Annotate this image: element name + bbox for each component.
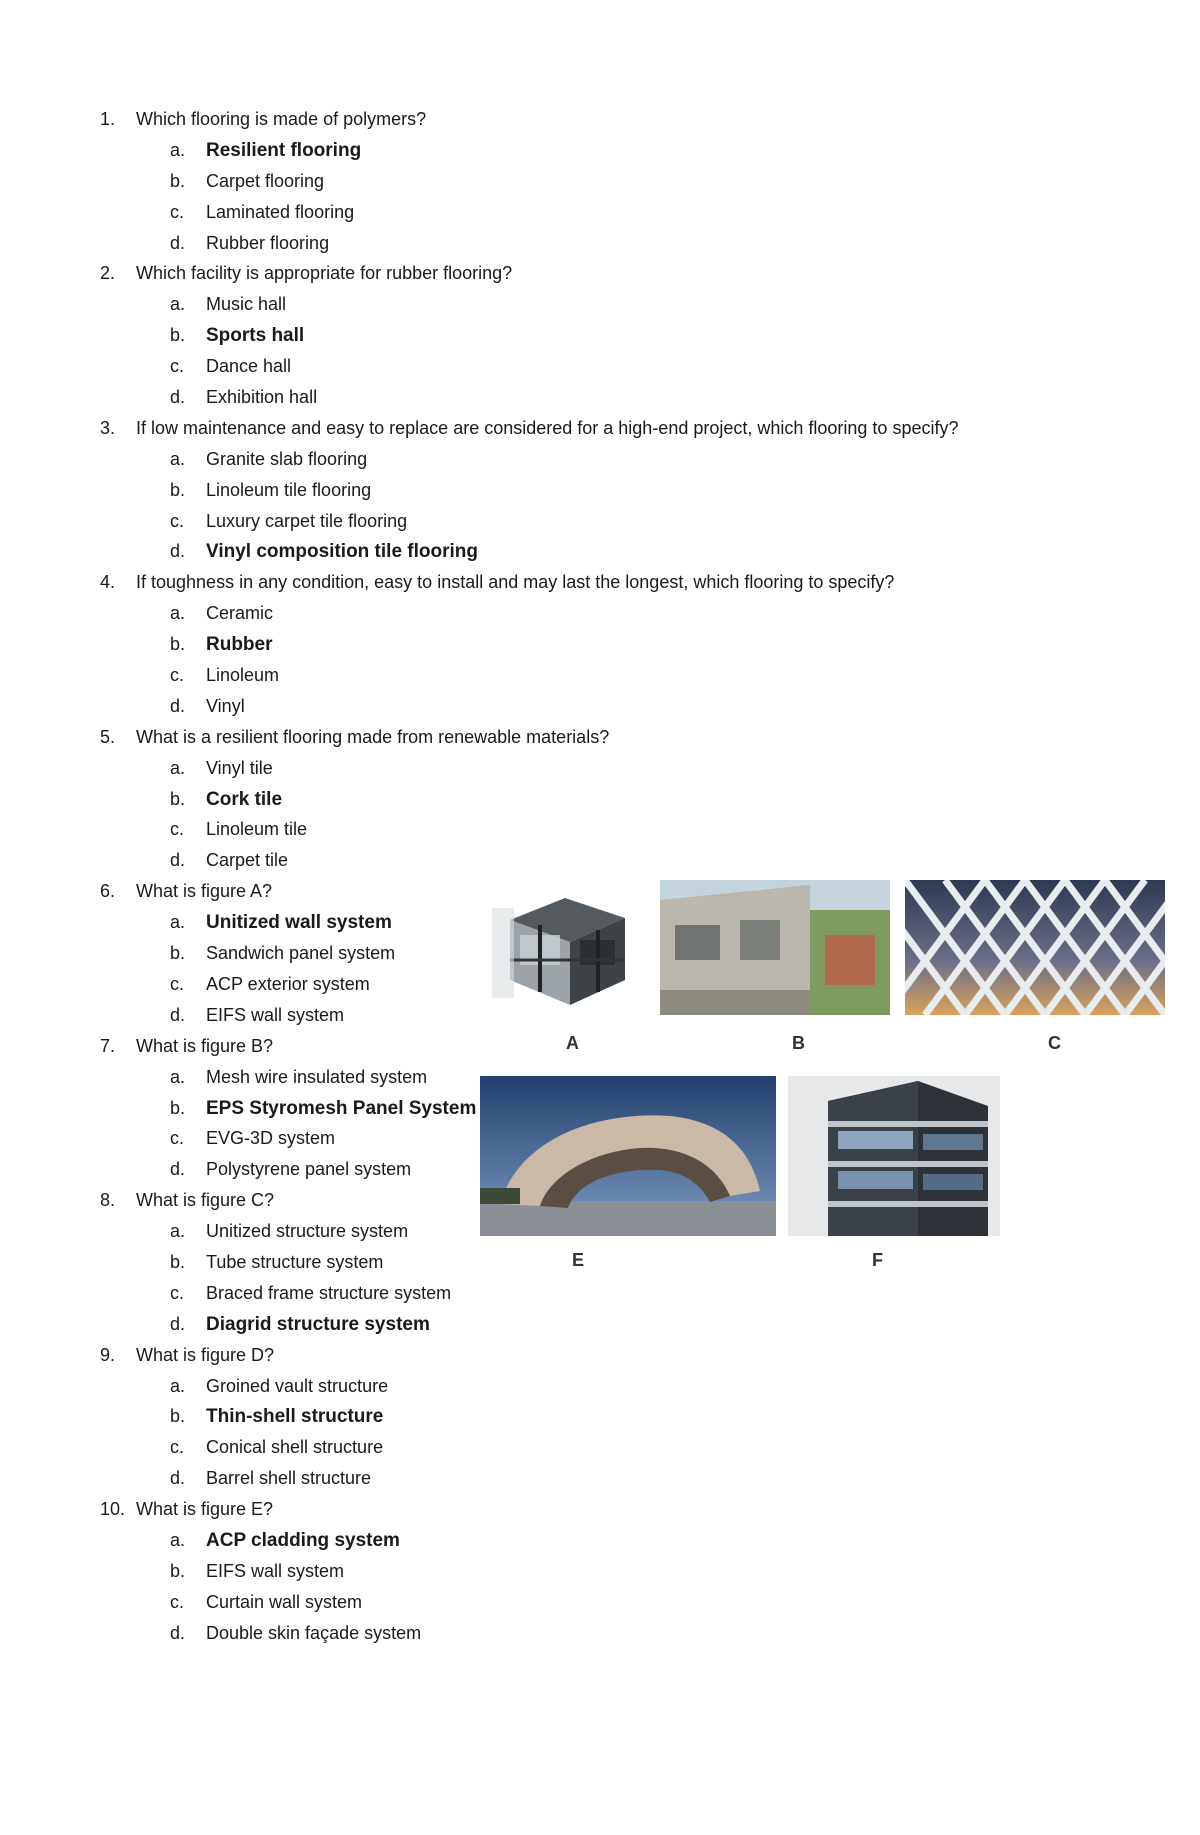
option-letter: d. bbox=[170, 1622, 186, 1643]
option-letter: d. bbox=[170, 695, 186, 716]
option-letter: c. bbox=[170, 665, 185, 686]
option-text: EIFS wall system bbox=[206, 1004, 345, 1025]
question-number: 2. bbox=[100, 263, 116, 284]
option-letter: a. bbox=[170, 294, 186, 315]
question-text: What is figure B? bbox=[136, 1035, 274, 1056]
option-letter: b. bbox=[170, 1406, 186, 1427]
option-letter: b. bbox=[170, 943, 186, 964]
option-letter: a. bbox=[170, 1375, 186, 1396]
question-number: 3. bbox=[100, 417, 116, 438]
question-number: 4. bbox=[100, 572, 116, 593]
option-text: Linoleum tile bbox=[206, 819, 308, 840]
answer-option bbox=[100, 1247, 480, 1278]
answer-option-correct bbox=[100, 784, 480, 815]
answer-option bbox=[100, 228, 480, 259]
option-letter: b. bbox=[170, 634, 186, 655]
question-number: 5. bbox=[100, 726, 116, 747]
option-text: EVG-3D system bbox=[206, 1128, 336, 1149]
option-letter: c. bbox=[170, 1437, 185, 1458]
option-text: Cork tile bbox=[206, 788, 283, 810]
question-text: What is figure C? bbox=[136, 1190, 275, 1211]
option-letter: d. bbox=[170, 1313, 186, 1334]
question-text: If toughness in any condition, easy to install and may last the longest, which flooring to specify? bbox=[136, 572, 895, 593]
option-letter: c. bbox=[170, 973, 185, 994]
option-letter: a. bbox=[170, 757, 186, 778]
option-letter: c. bbox=[170, 819, 185, 840]
answer-option-correct bbox=[100, 536, 480, 567]
option-text: EPS Styromesh Panel System bbox=[206, 1097, 477, 1119]
question-number: 10. bbox=[100, 1499, 126, 1520]
option-letter: d. bbox=[170, 1004, 186, 1025]
answer-option-correct bbox=[100, 1401, 480, 1432]
option-text: Thin-shell structure bbox=[206, 1406, 384, 1428]
figure-e-image bbox=[480, 1076, 776, 1236]
answer-option-correct bbox=[100, 1309, 480, 1340]
option-letter: c. bbox=[170, 510, 185, 531]
question-text: What is figure D? bbox=[136, 1344, 275, 1365]
option-text: Double skin façade system bbox=[206, 1622, 422, 1643]
question-number: 6. bbox=[100, 881, 116, 902]
option-letter: b. bbox=[170, 1251, 186, 1272]
figure-b-label: B bbox=[792, 1033, 805, 1053]
answer-option bbox=[100, 1123, 480, 1154]
option-text: Rubber flooring bbox=[206, 232, 330, 253]
figures-panel bbox=[480, 880, 1170, 1280]
option-letter: a. bbox=[170, 448, 186, 469]
answer-option-correct bbox=[100, 320, 480, 351]
option-letter: b. bbox=[170, 788, 186, 809]
option-letter: a. bbox=[170, 139, 186, 160]
option-text: Linoleum bbox=[206, 665, 280, 686]
question-1 bbox=[100, 104, 480, 135]
figure-b-image bbox=[660, 880, 890, 1015]
question-4 bbox=[100, 567, 895, 598]
option-text: Curtain wall system bbox=[206, 1591, 363, 1612]
option-text: ACP cladding system bbox=[206, 1529, 400, 1551]
answer-option bbox=[100, 1556, 480, 1587]
option-text: Unitized wall system bbox=[206, 912, 392, 934]
answer-option bbox=[100, 1000, 480, 1031]
question-number: 9. bbox=[100, 1344, 116, 1365]
option-text: Vinyl tile bbox=[206, 757, 273, 778]
option-text: Sandwich panel system bbox=[206, 943, 396, 964]
question-text: Which facility is appropriate for rubber flooring? bbox=[136, 263, 513, 284]
option-text: Tube structure system bbox=[206, 1251, 384, 1272]
option-text: Granite slab flooring bbox=[206, 448, 368, 469]
option-letter: d. bbox=[170, 541, 186, 562]
option-letter: d. bbox=[170, 387, 186, 408]
answer-option-correct bbox=[100, 1093, 480, 1124]
question-number: 7. bbox=[100, 1035, 116, 1056]
figure-f-image bbox=[788, 1076, 1000, 1236]
answer-option bbox=[100, 1216, 480, 1247]
option-letter: a. bbox=[170, 1066, 186, 1087]
answer-option bbox=[100, 1463, 480, 1494]
quiz-list bbox=[100, 104, 959, 1649]
question-6 bbox=[100, 876, 480, 907]
answer-option-correct bbox=[100, 135, 480, 166]
question-10 bbox=[100, 1494, 480, 1525]
answer-option-correct bbox=[100, 907, 480, 938]
answer-option bbox=[100, 444, 480, 475]
option-letter: a. bbox=[170, 1529, 186, 1550]
answer-option bbox=[100, 1587, 480, 1618]
answer-option bbox=[100, 506, 480, 537]
question-number: 1. bbox=[100, 109, 116, 129]
option-letter: d. bbox=[170, 232, 186, 253]
answer-option bbox=[100, 289, 480, 320]
option-letter: d. bbox=[170, 850, 186, 871]
option-letter: b. bbox=[170, 1560, 186, 1581]
option-text: Ceramic bbox=[206, 603, 274, 624]
option-text: Luxury carpet tile flooring bbox=[206, 510, 408, 531]
option-letter: d. bbox=[170, 1468, 186, 1489]
option-letter: c. bbox=[170, 1591, 185, 1612]
question-text: What is figure A? bbox=[136, 881, 273, 902]
answer-option bbox=[100, 969, 480, 1000]
option-letter: b. bbox=[170, 325, 186, 346]
figure-a-label: A bbox=[566, 1033, 579, 1053]
option-text: EIFS wall system bbox=[206, 1560, 345, 1581]
option-letter: d. bbox=[170, 1159, 186, 1180]
answer-option bbox=[100, 475, 480, 506]
answer-option bbox=[100, 598, 480, 629]
option-text: Resilient flooring bbox=[206, 139, 362, 161]
option-text: Exhibition hall bbox=[206, 387, 318, 408]
figure-c-image bbox=[905, 880, 1165, 1015]
option-text: Music hall bbox=[206, 294, 287, 315]
option-text: Linoleum tile flooring bbox=[206, 479, 372, 500]
answer-option bbox=[100, 382, 480, 413]
option-letter: b. bbox=[170, 479, 186, 500]
option-letter: c. bbox=[170, 201, 185, 222]
option-letter: a. bbox=[170, 912, 186, 933]
option-text: ACP exterior system bbox=[206, 973, 370, 994]
option-text: Carpet flooring bbox=[206, 170, 325, 191]
answer-option bbox=[100, 197, 480, 228]
answer-option bbox=[100, 166, 480, 197]
answer-option bbox=[100, 351, 480, 382]
question-9 bbox=[100, 1340, 480, 1371]
question-7 bbox=[100, 1031, 480, 1062]
option-text: Sports hall bbox=[206, 325, 305, 347]
option-letter: c. bbox=[170, 1282, 185, 1303]
option-letter: b. bbox=[170, 170, 186, 191]
answer-option-correct bbox=[100, 1525, 480, 1556]
answer-option bbox=[100, 753, 480, 784]
question-text: What is figure E? bbox=[136, 1499, 274, 1520]
answer-option bbox=[100, 814, 480, 845]
option-text: Carpet tile bbox=[206, 850, 289, 871]
answer-option bbox=[100, 1432, 480, 1463]
answer-option bbox=[100, 938, 480, 969]
option-text: Rubber bbox=[206, 634, 273, 656]
figure-a-image bbox=[480, 880, 640, 1015]
option-text: Diagrid structure system bbox=[206, 1313, 430, 1335]
question-text: Which flooring is made of polymers? bbox=[136, 109, 427, 129]
option-text: Unitized structure system bbox=[206, 1221, 409, 1242]
answer-option bbox=[100, 691, 480, 722]
option-text: Dance hall bbox=[206, 356, 292, 377]
question-number: 8. bbox=[100, 1190, 116, 1211]
answer-option-correct bbox=[100, 629, 480, 660]
answer-option bbox=[100, 660, 480, 691]
question-8 bbox=[100, 1185, 480, 1216]
question-2 bbox=[100, 258, 513, 289]
option-text: Groined vault structure bbox=[206, 1375, 389, 1396]
option-text: Conical shell structure bbox=[206, 1437, 384, 1458]
option-letter: c. bbox=[170, 1128, 185, 1149]
question-text: If low maintenance and easy to replace are considered for a high-end project, which flooring to specify? bbox=[136, 417, 959, 438]
option-letter: b. bbox=[170, 1097, 186, 1118]
question-text: What is a resilient flooring made from renewable materials? bbox=[136, 726, 610, 747]
option-letter: a. bbox=[170, 603, 186, 624]
option-text: Laminated flooring bbox=[206, 201, 355, 222]
option-text: Polystyrene panel system bbox=[206, 1159, 412, 1180]
answer-option bbox=[100, 1618, 480, 1649]
option-text: Braced frame structure system bbox=[206, 1282, 452, 1303]
option-text: Vinyl composition tile flooring bbox=[206, 541, 478, 563]
option-letter: a. bbox=[170, 1221, 186, 1242]
option-letter: c. bbox=[170, 356, 185, 377]
answer-option bbox=[100, 845, 480, 876]
figure-f-label: F bbox=[872, 1250, 883, 1270]
question-5 bbox=[100, 722, 610, 753]
answer-option bbox=[100, 1062, 480, 1093]
figure-e-label: E bbox=[572, 1250, 585, 1270]
answer-option bbox=[100, 1371, 480, 1402]
option-text: Vinyl bbox=[206, 695, 245, 716]
figure-c-label: C bbox=[1048, 1033, 1061, 1053]
option-text: Barrel shell structure bbox=[206, 1468, 372, 1489]
answer-option bbox=[100, 1278, 480, 1309]
answer-option bbox=[100, 1154, 480, 1185]
question-3 bbox=[100, 413, 959, 444]
option-text: Mesh wire insulated system bbox=[206, 1066, 428, 1087]
